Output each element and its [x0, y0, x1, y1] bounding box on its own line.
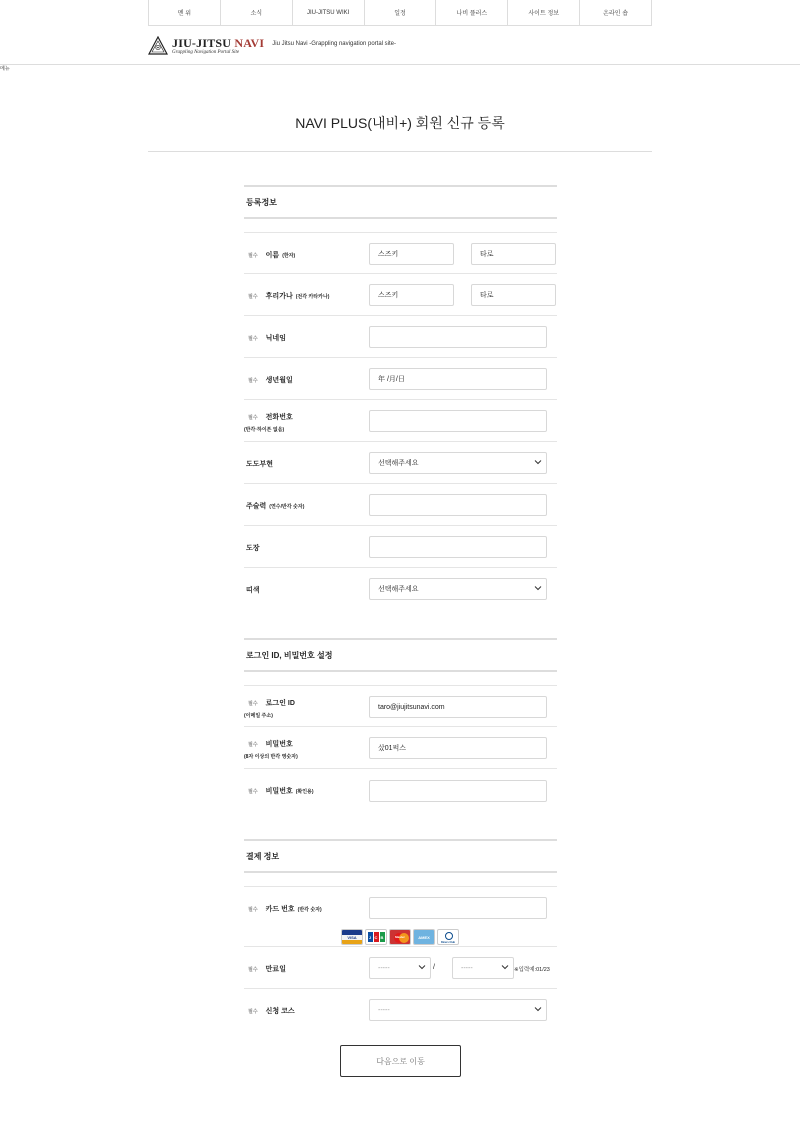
- prefecture-select[interactable]: [369, 452, 547, 474]
- expiry-year-select[interactable]: [452, 957, 514, 979]
- chevron-down-icon: [418, 963, 426, 971]
- password-confirm-label: 비밀번호: [265, 788, 293, 795]
- row-login-id: [244, 685, 557, 727]
- password-note: (8자 이상의 반각 영숫자): [244, 754, 298, 760]
- row-dojo: [244, 526, 557, 568]
- nav-item-home[interactable]: 멘 위: [148, 0, 220, 25]
- nav-item-site-info[interactable]: 사이트 정보: [507, 0, 579, 25]
- chevron-down-icon: [501, 963, 509, 971]
- furigana-first-input[interactable]: 타로: [471, 284, 556, 306]
- row-furigana: [244, 274, 557, 316]
- chevron-down-icon: [534, 458, 542, 466]
- password-input[interactable]: 샀01퍽스: [369, 737, 547, 759]
- required-badge: 필수: [248, 293, 258, 300]
- belt-select-value: 선택해주세요: [378, 586, 419, 593]
- row-birthday: [244, 358, 557, 400]
- last-name-input[interactable]: 스즈키: [369, 243, 454, 265]
- nav-item-online-shop[interactable]: 온라인 숍: [579, 0, 652, 25]
- chevron-down-icon: [534, 584, 542, 592]
- course-select-value: -----: [378, 1006, 390, 1014]
- login-id-note: (이메일 주소): [244, 713, 273, 719]
- career-label: 주술력: [246, 503, 267, 510]
- birthday-label: 생년월일: [265, 377, 293, 384]
- site-logo[interactable]: [148, 36, 264, 56]
- row-password: [244, 727, 557, 769]
- accepted-cards: [341, 929, 459, 945]
- dojo-input[interactable]: [369, 536, 547, 558]
- card-number-input[interactable]: [369, 897, 547, 919]
- expiry-example: ※입력예:01/23: [514, 967, 550, 973]
- row-prefecture: [244, 442, 557, 484]
- required-badge: 필수: [248, 788, 258, 795]
- site-tagline: Jiu Jitsu Navi -Grappling navigation portal site-: [272, 41, 397, 47]
- logo-subtitle: Grappling Navigation Portal Site: [172, 50, 240, 55]
- phone-label: 전화번호: [265, 414, 293, 421]
- login-id-input[interactable]: taro@jiujitsunavi.com: [369, 696, 547, 718]
- nav-item-navi-plus[interactable]: 나비 플러스: [435, 0, 507, 25]
- password-confirm-input[interactable]: [369, 780, 547, 802]
- career-input[interactable]: [369, 494, 547, 516]
- furigana-sublabel: (전각 카타카나): [295, 293, 330, 300]
- row-course: [244, 989, 557, 1031]
- belt-select[interactable]: [369, 578, 547, 600]
- first-name-input[interactable]: 타로: [471, 243, 556, 265]
- belt-label: 띠색: [246, 587, 260, 594]
- password-label: 비밀번호: [265, 741, 293, 748]
- jcb-card-icon: J C B: [365, 929, 387, 945]
- diners-card-icon: Diners Club: [437, 929, 459, 945]
- career-sublabel: (연수/반각 숫자): [269, 503, 305, 510]
- logo-triangle-icon: [148, 36, 168, 56]
- nav-item-news[interactable]: 소식: [220, 0, 292, 25]
- nav-item-schedule[interactable]: 일정: [364, 0, 436, 25]
- row-career: [244, 484, 557, 526]
- row-belt: [244, 568, 557, 610]
- course-label: 신청 코스: [265, 1008, 295, 1015]
- required-badge: 필수: [248, 252, 258, 259]
- row-nickname: [244, 316, 557, 358]
- header-divider: [0, 64, 800, 65]
- required-badge: 필수: [248, 377, 258, 384]
- course-select[interactable]: [369, 999, 547, 1021]
- phone-input[interactable]: [369, 410, 547, 432]
- required-badge: 필수: [248, 906, 258, 913]
- top-navigation: [148, 0, 652, 26]
- visa-card-icon: VISA: [341, 929, 363, 945]
- required-badge: 필수: [248, 741, 258, 748]
- name-label: 이름: [265, 252, 280, 259]
- mastercard-icon: Master: [389, 929, 411, 945]
- menu-label[interactable]: 메뉴: [0, 66, 10, 72]
- birthday-input[interactable]: 年 /月/日: [369, 368, 547, 390]
- row-expiry: [244, 947, 557, 989]
- site-header: [148, 30, 652, 62]
- expiry-month-value: -----: [378, 964, 390, 972]
- expiry-slash: /: [433, 964, 435, 971]
- prefecture-select-value: 선택해주세요: [378, 460, 419, 467]
- row-name: [244, 232, 557, 274]
- expiry-label: 만료일: [265, 966, 286, 973]
- furigana-label: 후리가나: [265, 293, 293, 300]
- card-number-sublabel: (반각 숫자): [297, 906, 322, 913]
- login-id-label: 로그인 ID: [265, 700, 295, 707]
- prefecture-label: 도도부현: [246, 461, 274, 468]
- expiry-year-value: -----: [461, 964, 473, 972]
- furigana-last-input[interactable]: 스즈키: [369, 284, 454, 306]
- page-title: NAVI PLUS(내비+) 회원 신규 등록: [295, 115, 505, 131]
- chevron-down-icon: [534, 1005, 542, 1013]
- expiry-month-select[interactable]: [369, 957, 431, 979]
- phone-note: (반각·하이픈 없음): [244, 427, 285, 433]
- dojo-label: 도장: [246, 545, 260, 552]
- password-confirm-sublabel: (확인용): [295, 788, 314, 795]
- logo-title: JIU-JITSU NAVI: [172, 36, 265, 50]
- section-registration-heading: 등록정보: [244, 185, 557, 219]
- title-divider: [148, 151, 652, 152]
- required-badge: 필수: [248, 966, 258, 973]
- card-number-label: 카드 번호: [265, 906, 295, 913]
- name-sublabel: (한자): [282, 252, 296, 259]
- next-step-button[interactable]: 다음으로 이동: [340, 1045, 461, 1077]
- amex-card-icon: AMEX: [413, 929, 435, 945]
- nickname-input[interactable]: [369, 326, 547, 348]
- section-payment-heading: 결제 정보: [244, 839, 557, 873]
- section-login-heading: 로그인 ID, 비밀번호 설정: [244, 638, 557, 672]
- required-badge: 필수: [248, 1008, 258, 1015]
- required-badge: 필수: [248, 414, 258, 421]
- required-badge: 필수: [248, 335, 258, 342]
- row-password-confirm: [244, 769, 557, 811]
- row-phone: [244, 400, 557, 442]
- nav-item-wiki[interactable]: JIU-JITSU WIKI: [292, 0, 364, 25]
- required-badge: 필수: [248, 700, 258, 707]
- nickname-label: 닉네임: [265, 335, 286, 342]
